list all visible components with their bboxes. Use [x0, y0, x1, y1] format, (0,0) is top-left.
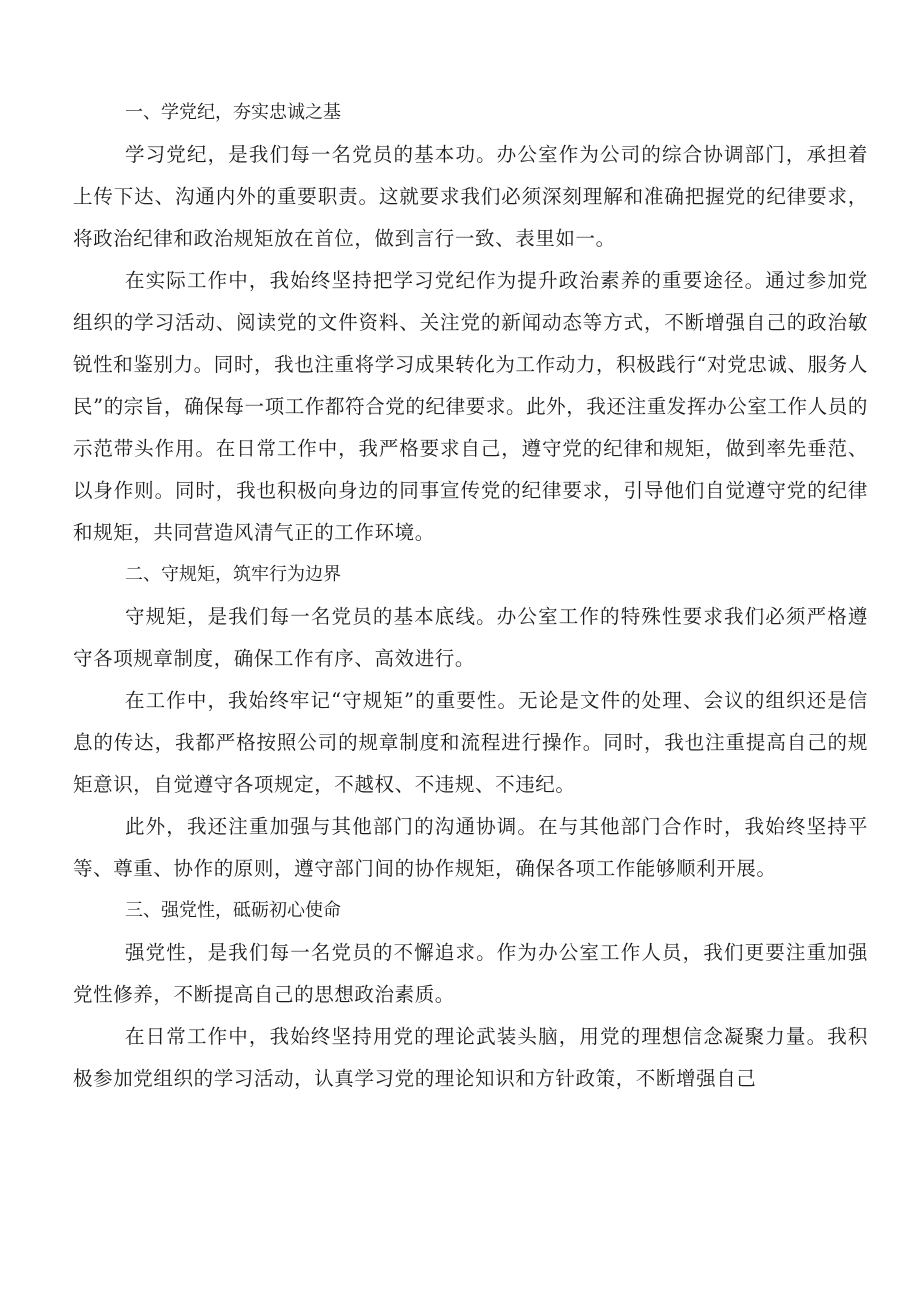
paragraph: 在日常工作中，我始终坚持用党的理论武装头脑，用党的理想信念凝聚力量。我积极参加党组织的学习活动，认真学习党的理论知识和方针政策，不断增强自己 — [73, 1025, 868, 1090]
paragraph: 此外，我还注重加强与其他部门的沟通协调。在与其他部门合作时，我始终坚持平等、尊重、协作的原则，遵守部门间的协作规矩，确保各项工作能够顺利开展。 — [73, 815, 868, 880]
paragraph: 强党性，是我们每一名党员的不懈追求。作为办公室工作人员，我们更要注重加强党性修养，不断提高自己的思想政治素质。 — [73, 941, 868, 1006]
section-2 — [73, 554, 868, 890]
paragraph: 在实际工作中，我始终坚持把学习党纪作为提升政治素养的重要途径。通过参加党组织的学习活动、阅读党的文件资料、关注党的新闻动态等方式，不断增强自己的政治敏锐性和鉴别力。同时，我也注重将学习成果转化为工作动力，积极践行“对党忠诚、服务人民”的宗旨，确保每一项工作都符合党的纪律要求。此外，我还注重发挥办公室工作人员的示范带头作用。在日常工作中，我严格要求自己，遵守党的纪律和规矩，做到率先垂范、以身作则。同时，我也积极向身边的同事宣传党的纪律要求，引导他们自觉遵守党的纪律和规矩，共同营造风清气正的工作环境。 — [73, 269, 868, 544]
section-heading: 三、强党性，砥砺初心使命 — [125, 900, 341, 921]
document-body — [73, 92, 868, 1100]
paragraph: 学习党纪，是我们每一名党员的基本功。办公室作为公司的综合协调部门，承担着上传下达、沟通内外的重要职责。这就要求我们必须深刻理解和准确把握党的纪律要求，将政治纪律和政治规矩放在首位，做到言行一致、表里如一。 — [73, 143, 868, 250]
section-heading: 一、学党纪，夯实忠诚之基 — [125, 102, 341, 123]
section-heading: 二、守规矩，筑牢行为边界 — [125, 564, 341, 585]
paragraph: 守规矩，是我们每一名党员的基本底线。办公室工作的特殊性要求我们必须严格遵守各项规章制度，确保工作有序、高效进行。 — [73, 605, 868, 670]
paragraph: 在工作中，我始终牢记“守规矩”的重要性。无论是文件的处理、会议的组织还是信息的传达，我都严格按照公司的规章制度和流程进行操作。同时，我也注重提高自己的规矩意识，自觉遵守各项规定，不越权、不违规、不违纪。 — [73, 689, 868, 796]
section-1 — [73, 92, 868, 554]
section-3 — [73, 890, 868, 1100]
